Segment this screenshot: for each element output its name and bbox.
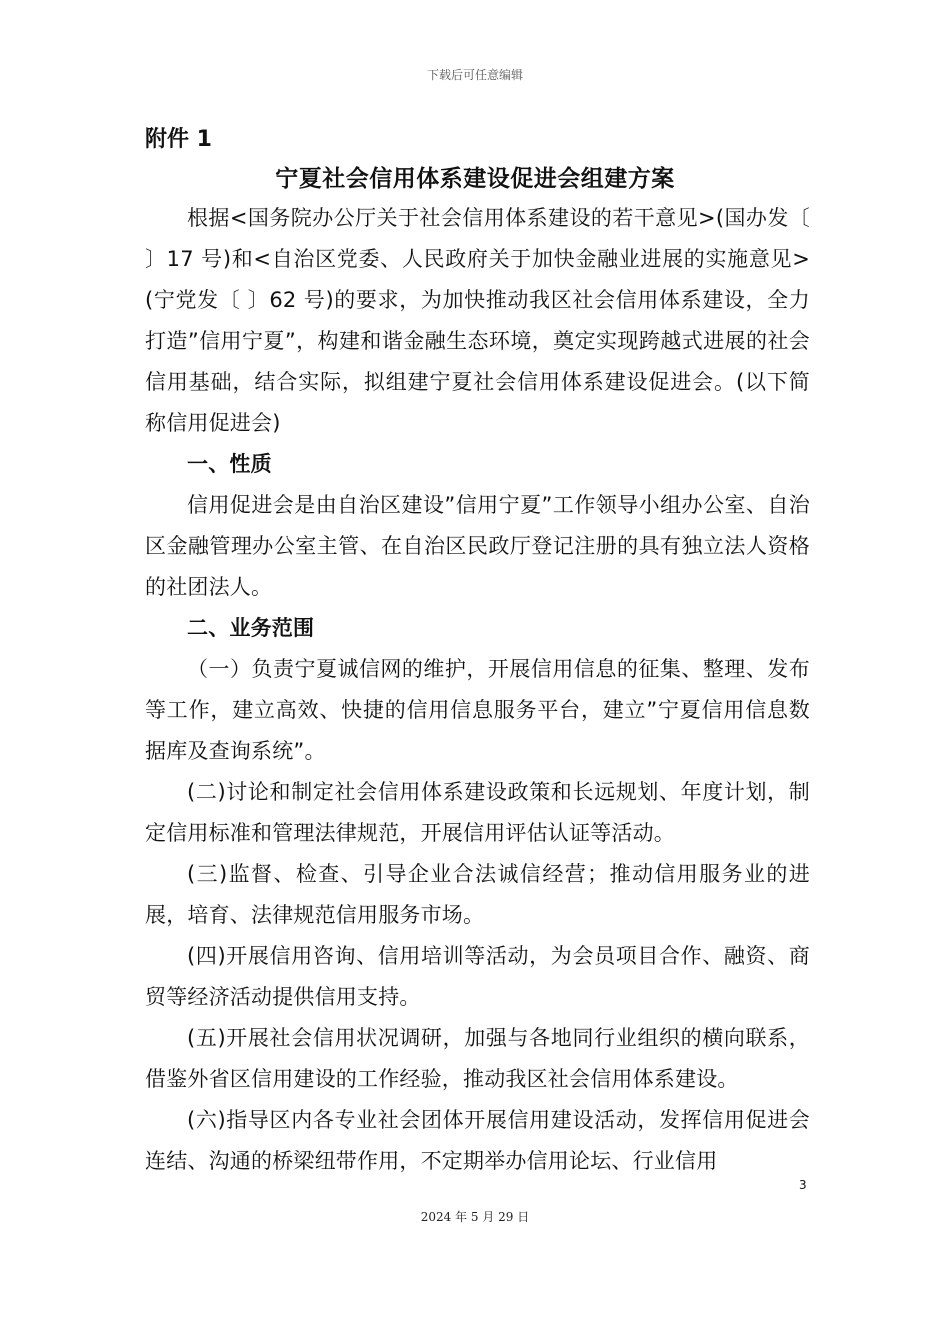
page-header: 下载后可任意编辑 bbox=[426, 68, 523, 82]
page-footer-date: 2024 年 5 月 29 日 bbox=[420, 1210, 530, 1224]
document-title: 宁夏社会信用体系建设促进会组建方案 bbox=[275, 166, 675, 192]
attachment-label: 附件 1 bbox=[145, 127, 212, 152]
business-scope-item-3: (三)监督、检查、引导企业合法诚信经营；推动信用服务业的进展，培育、法律规范信用服务市场。 bbox=[145, 862, 810, 927]
business-scope-item-5: (五)开展社会信用状况调研，加强与各地同行业组织的横向联系，借鉴外省区信用建设的工作经验，推动我区社会信用体系建设。 bbox=[145, 1026, 810, 1091]
business-scope-item-2: (二)讨论和制定社会信用体系建设政策和长远规划、年度计划，制定信用标准和管理法律规范，开展信用评估认证等活动。 bbox=[145, 780, 810, 845]
business-scope-item-1: （一）负责宁夏诚信网的维护，开展信用信息的征集、整理、发布等工作，建立高效、快捷的信用信息服务平台，建立”宁夏信用信息数据库及查询系统”。 bbox=[145, 657, 810, 763]
section-2-heading: 二、业务范围 bbox=[187, 616, 315, 640]
page-number: 3 bbox=[799, 1178, 807, 1192]
business-scope-item-6: (六)指导区内各专业社会团体开展信用建设活动，发挥信用促进会连结、沟通的桥梁纽带作用，不定期举办信用论坛、行业信用 bbox=[145, 1108, 810, 1173]
business-scope-item-4: (四)开展信用咨询、信用培训等活动，为会员项目合作、融资、商贸等经济活动提供信用支持。 bbox=[145, 944, 810, 1009]
intro-paragraph: 根据<国务院办公厅关于社会信用体系建设的若干意见>(国办发〔 〕17 号)和<自治区党委、人民政府关于加快金融业进展的实施意见>(宁党发〔 〕62 号)的要求，为加快推动我区社会信用体系建设，全力打造”信用宁夏”，构建和谐金融生态环境，奠定实现跨越式进展的社会信用基础，结合实际，拟组建宁夏社会信用体系建设促进会。(以下简称信用促进会) bbox=[145, 206, 810, 435]
section-1-heading: 一、性质 bbox=[187, 452, 272, 476]
document-body bbox=[145, 198, 810, 1182]
section-1-paragraph: 信用促进会是由自治区建设”信用宁夏”工作领导小组办公室、自治区金融管理办公室主管、在自治区民政厅登记注册的具有独立法人资格的社团法人。 bbox=[145, 493, 810, 599]
